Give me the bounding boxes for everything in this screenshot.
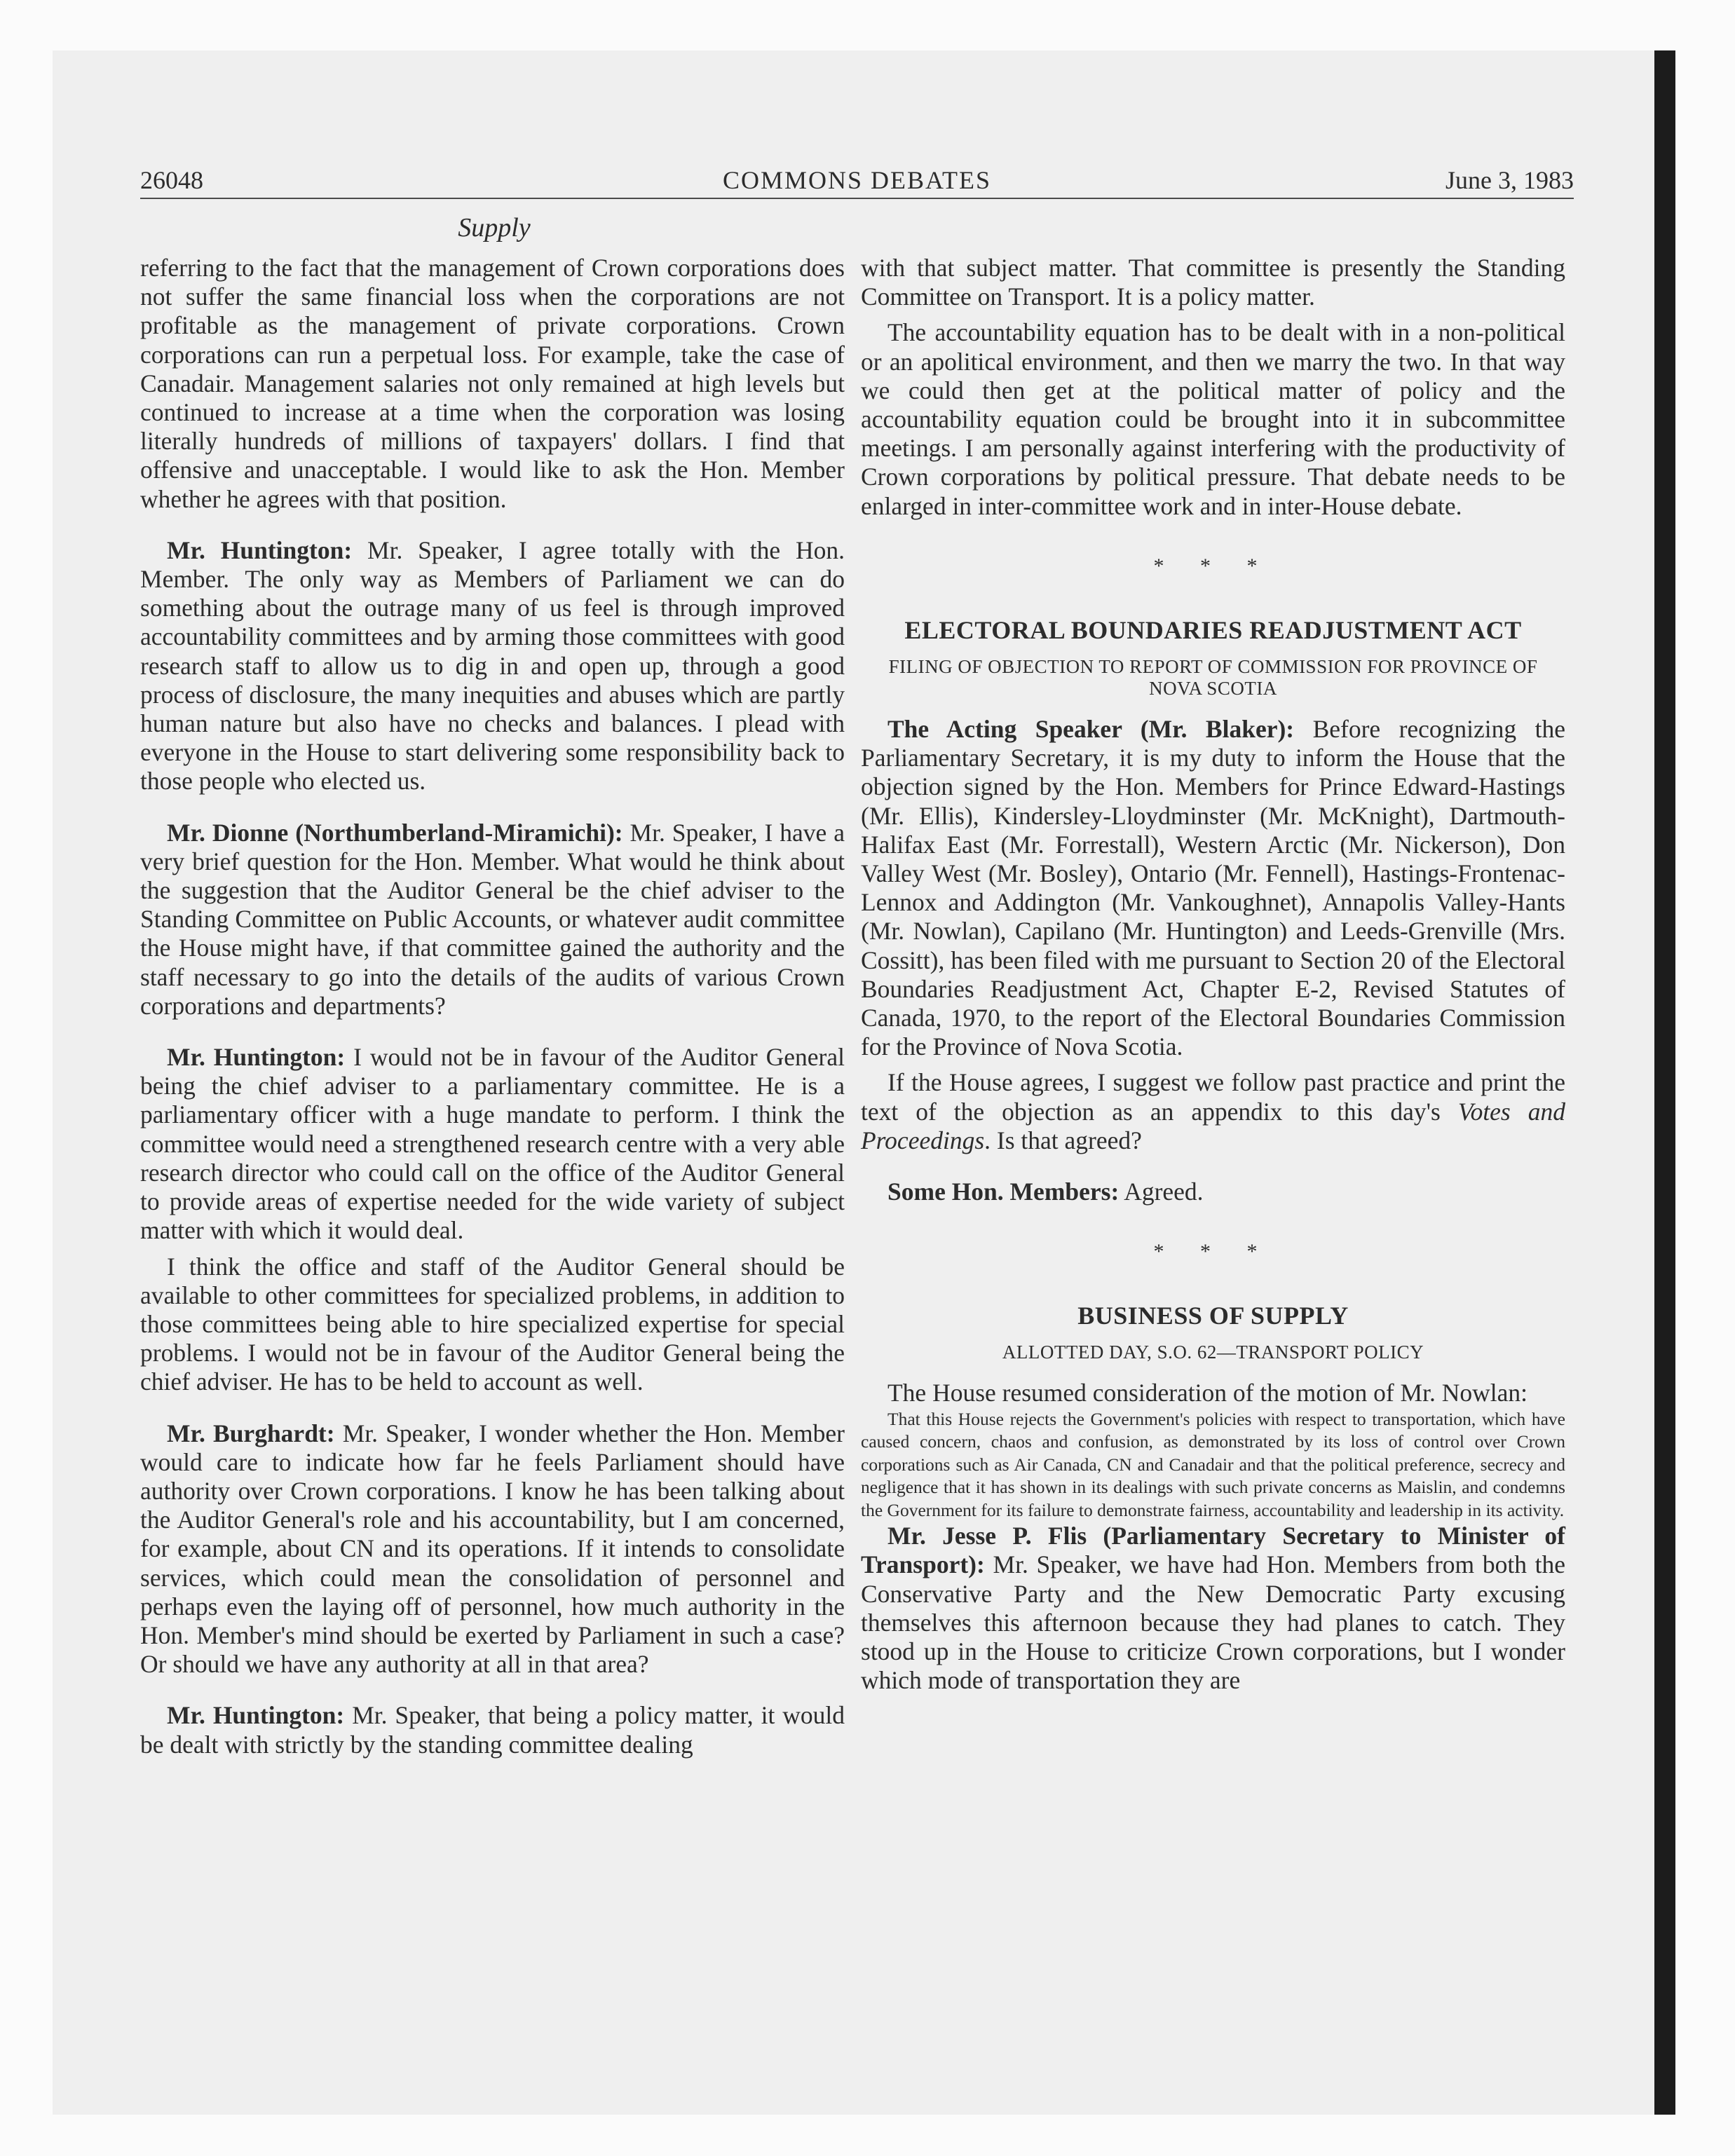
speech-text: Mr. Speaker, we have had Hon. Members from both the Conservative Party and the New Democratic Party excusing themselves this afternoon because they had planes to catch. They stood up in the House to criticize Crown corporations, but I wonder which mode of transportation they are [861,1550,1565,1695]
motion-text: That this House rejects the Government's policies with respect to transportation, which have caused concern, chaos and confusion, as demonstrated by its loss of control over Crown corporations such as Air Canada, CN and Canadair and that the political preference, secrecy and negligence that it has shown in its dealings with such private concerns as Maislin, and condemns the Government for its failure to demonstrate fairness, accountability and leadership in its activity. [861,1408,1565,1520]
right-column [861,254,1565,1695]
speech-text: . Is that agreed? [984,1126,1142,1154]
speaker-name: Mr. Dionne (Northumberland-Miramichi): [167,818,623,847]
speech-text: Agreed. [1119,1178,1204,1206]
speaker-name: Mr. Huntington: [167,1701,345,1730]
speaker-name: Mr. Burghardt: [167,1419,335,1447]
left-column [140,254,845,1759]
section-heading: BUSINESS OF SUPPLY [1077,1302,1349,1330]
journal-title: COMMONS DEBATES [722,166,992,194]
paragraph [861,1068,1565,1155]
speech-text: If the House agrees, I suggest we follow past practice and print the text of the objection as an appendix to this day's [861,1068,1565,1126]
section-subheading: FILING OF OBJECTION TO REPORT OF COMMISSION FOR PROVINCE OF NOVA SCOTIA [888,656,1538,700]
section-separator: * * * [1153,554,1273,578]
speaker-name: Mr. Huntington: [167,1043,346,1072]
section-heading: ELECTORAL BOUNDARIES READJUSTMENT ACT [904,616,1522,645]
paragraph [140,819,845,1021]
paragraph: I think the office and staff of the Auditor General should be available to other committees for specialized problems, in addition to those committees being able to hire specialized expertise for special problems. I would not be in favour of the Auditor General being the chief adviser. He has to be held to account as well. [140,1252,845,1396]
paragraph: referring to the fact that the management of Crown corporations does not suffer the same financial loss when the corporations are not profitable as the management of private corporations. Crown corporations can run a perpetual loss. For example, take the case of Canadair. Management salaries not only remained at high levels but continued to increase at a time when the corporation was losing literally hundreds of millions of taxpayers' dollars. I find that offensive and unacceptable. I would like to ask the Hon. Member whether he agrees with that position. [140,254,845,513]
page-date: June 3, 1983 [1445,166,1574,194]
italic-title: Votes and Proceedings [861,1097,1565,1154]
paragraph [140,1043,845,1245]
speech-text: I would not be in favour of the Auditor General being the chief adviser to a parliamentary committee. He is a parliamentary officer with a huge mandate to perform. I think the committee would need a strengthened research centre with a very able research director who could call on the office of the Auditor General to provide areas of expertise needed for the wide variety of subject matter with which it would deal. [140,1043,845,1245]
speaker-name: Mr. Huntington: [167,535,353,564]
speaker-name: Mr. Jesse P. Flis (Parliamentary Secretary to Minister of Transport): [861,1522,1565,1579]
paragraph [861,715,1565,1061]
paragraph: The accountability equation has to be dealt with in a non-political or an apolitical environment, and then we marry the two. In that way we could then get at the political matter of policy and the accountability equation could be brought into it in subcommittee meetings. I am personally against interfering with the productivity of Crown corporations by political pressure. That debate needs to be enlarged in inter-committee work and in inter-House debate. [861,318,1565,520]
paragraph [140,1701,845,1759]
binding-edge [1654,50,1675,2115]
running-header [140,163,1574,198]
paragraph [861,1522,1565,1695]
speech-text: Mr. Speaker, I have a very brief question for the Hon. Member. What would he think about the suggestion that the Auditor General be the chief adviser to the Standing Committee on Public Accounts, or whatever audit committee the House might have, if that committee gained the authority and the staff necessary to go into the details of the audits of various Crown corporations and departments? [140,818,845,1020]
section-label: Supply [458,213,531,243]
section-separator: * * * [1153,1240,1273,1264]
paragraph: The House resumed consideration of the motion of Mr. Nowlan: [887,1379,1528,1407]
paragraph [861,1178,1565,1206]
speech-text: Mr. Speaker, I agree totally with the Hon. Member. The only way as Members of Parliament we can do something about the outrage many of us feel is through improved accountability committees and by arming those committees with good research staff to allow us to dig in and open up, through a good process of disclosure, the many inequities and abuses which are partly human nature but also have no checks and balances. I plead with everyone in the House to start delivering some responsibility back to those people who elected us. [140,535,845,796]
page-number: 26048 [140,166,203,194]
paragraph: with that subject matter. That committee is presently the Standing Committee on Transport. It is a policy matter. [861,254,1565,311]
speaker-name: Some Hon. Members: [887,1178,1120,1206]
speech-text: Before recognizing the Parliamentary Secretary, it is my duty to inform the House that the objection signed by the Hon. Members for Prince Edward-Hastings (Mr. Ellis), Kindersley-Lloydminster (Mr. McKnight), Dartmouth-Halifax East (Mr. Forrestall), Western Arctic (Mr. Nickerson), Don Valley West (Mr. Bosley), Ontario (Mr. Fennell), Hastings-Frontenac-Lennox and Addington (Mr. Vankoughnet), Annapolis Valley-Hants (Mr. Nowlan), Capilano (Mr. Huntington) and Leeds-Grenville (Mrs. Cossitt), has been filed with me pursuant to Section 20 of the Electoral Boundaries Readjustment Act, Chapter E-2, Revised Statutes of Canada, 1970, to the report of the Electoral Boundaries Commission for the Province of Nova Scotia. [861,715,1565,1061]
speech-text: Mr. Speaker, that being a policy matter, it would be dealt with strictly by the standing committee dealing [140,1701,845,1759]
speaker-name: The Acting Speaker (Mr. Blaker): [887,715,1295,744]
section-subheading: ALLOTTED DAY, S.O. 62—TRANSPORT POLICY [1002,1342,1424,1363]
speech-text: Mr. Speaker, I wonder whether the Hon. Member would care to indicate how far he feels Parliament should have authority over Crown corporations. I know he has been talking about the Auditor General's role and his accountability, but I am concerned, for example, about CN and its operations. If it intends to consolidate services, which could mean the consolidation of personnel and perhaps even the laying off of personnel, how much authority in the Hon. Member's mind should be exerted by Parliament in such a case? Or should we have any authority at all in that area? [140,1419,845,1679]
paragraph [140,1419,845,1679]
paragraph [140,536,845,796]
header-rule [140,198,1574,199]
